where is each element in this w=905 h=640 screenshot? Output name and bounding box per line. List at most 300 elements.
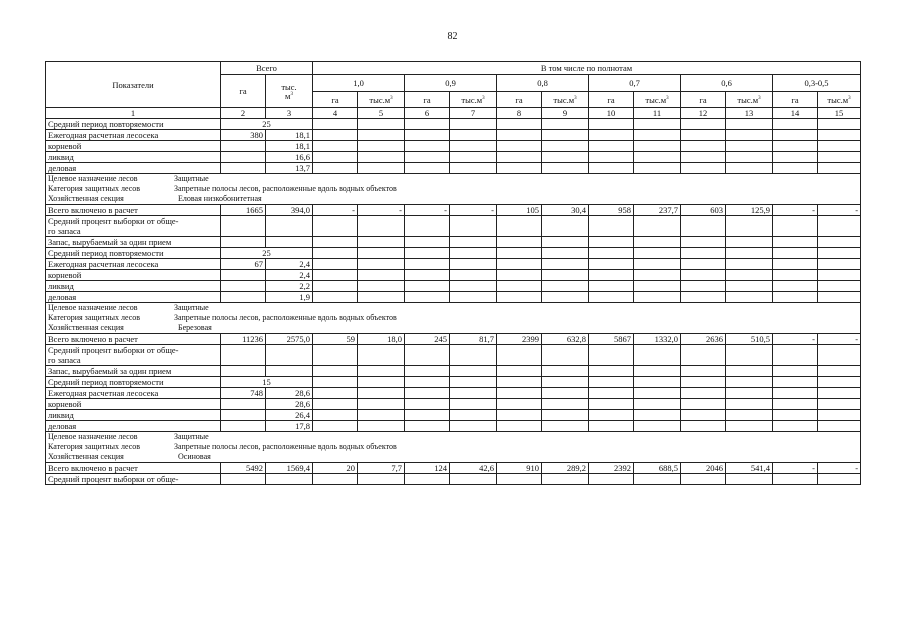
- cell-value: [681, 130, 726, 141]
- cell-value: [818, 141, 861, 152]
- cell-value: [818, 216, 861, 237]
- cell-value: [681, 163, 726, 174]
- column-number: 10: [589, 108, 634, 119]
- table-row: [46, 259, 861, 270]
- row-label: Всего включено в расчет: [46, 205, 221, 216]
- row-label: Ежегодная расчетная лесосека: [46, 388, 221, 399]
- cell-value: [405, 130, 450, 141]
- cell-value: [450, 216, 497, 237]
- cell-value: 748: [221, 388, 266, 399]
- cell-value: -: [313, 205, 358, 216]
- cell-value: [450, 399, 497, 410]
- cell-value: [497, 399, 542, 410]
- cell-value: -: [773, 463, 818, 474]
- table-row: [46, 281, 861, 292]
- cell-value: [681, 270, 726, 281]
- cell-value: [589, 421, 634, 432]
- cell-value: [726, 388, 773, 399]
- cell-value: [634, 141, 681, 152]
- header-density-5: 0,6: [681, 75, 773, 92]
- table-row: [46, 421, 861, 432]
- info-value: Запретные полосы лесов, расположенные вдоль водных объектов: [174, 184, 397, 193]
- cell-value: [681, 237, 726, 248]
- cell-value: [542, 270, 589, 281]
- allowable-cut-table: [45, 61, 861, 485]
- header-density-2: 0,9: [405, 75, 497, 92]
- page-number: 82: [447, 31, 458, 42]
- cell-value: [681, 259, 726, 270]
- cell-value: [358, 248, 405, 259]
- cell-value: [450, 474, 497, 485]
- column-number: 7: [450, 108, 497, 119]
- cell-value: [634, 130, 681, 141]
- cell-value: [313, 388, 358, 399]
- cell-value: -: [773, 334, 818, 345]
- cell-value: [634, 152, 681, 163]
- row-label: Средний процент выборки от обще-: [46, 474, 221, 485]
- cell-value: [726, 163, 773, 174]
- table-row: [46, 345, 861, 366]
- cell-value: 1332,0: [634, 334, 681, 345]
- info-key: Хозяйственная секция: [48, 452, 124, 461]
- cell-value: [266, 366, 313, 377]
- column-number: 4: [313, 108, 358, 119]
- cell-value: [542, 237, 589, 248]
- cell-value: [358, 366, 405, 377]
- cell-value: [589, 163, 634, 174]
- cell-value: [589, 141, 634, 152]
- cell-value: [313, 130, 358, 141]
- cell-value: [221, 237, 266, 248]
- row-label: ликвид: [46, 410, 221, 421]
- cell-value: [358, 163, 405, 174]
- cell-value: [589, 248, 634, 259]
- cell-value: 2392: [589, 463, 634, 474]
- cell-value: 67: [221, 259, 266, 270]
- cell-value: [773, 399, 818, 410]
- cell-value: [221, 421, 266, 432]
- cell-value: [634, 366, 681, 377]
- cell-value: 105: [497, 205, 542, 216]
- cell-value: [542, 259, 589, 270]
- column-number: 12: [681, 108, 726, 119]
- subheader-thous-m3: $тыс.м^3$: [542, 92, 589, 108]
- subheader-thous-m3: $тыс.м^3$: [634, 92, 681, 108]
- cell-value: [450, 292, 497, 303]
- cell-value: [542, 377, 589, 388]
- cell-value: [497, 130, 542, 141]
- row-label: ликвид: [46, 152, 221, 163]
- cell-value: [497, 237, 542, 248]
- cell-value: [726, 130, 773, 141]
- cell-value: [358, 141, 405, 152]
- cell-value: [589, 216, 634, 237]
- cell-value: [497, 152, 542, 163]
- cell-value: [773, 130, 818, 141]
- table-row: [46, 248, 861, 259]
- total-row: [46, 205, 861, 216]
- cell-value: -: [818, 205, 861, 216]
- cell-value: [313, 474, 358, 485]
- cell-value: [634, 248, 681, 259]
- cell-value: [726, 377, 773, 388]
- cell-value: 510,5: [726, 334, 773, 345]
- cell-value: [818, 474, 861, 485]
- cell-value: 11236: [221, 334, 266, 345]
- cell-value: [542, 281, 589, 292]
- cell-value: [313, 366, 358, 377]
- cell-value: [405, 216, 450, 237]
- row-label: корневой: [46, 270, 221, 281]
- table-row: [46, 292, 861, 303]
- info-line: [48, 174, 858, 184]
- row-label: Средний процент выборки от обще- го запаса: [46, 216, 221, 237]
- cell-value: [818, 345, 861, 366]
- cell-value: [726, 474, 773, 485]
- cell-value: [542, 399, 589, 410]
- cell-value: [497, 141, 542, 152]
- cell-value: [818, 292, 861, 303]
- section-info: [46, 174, 861, 205]
- cell-value: [542, 388, 589, 399]
- section-info: [46, 432, 861, 463]
- info-key: Хозяйственная секция: [48, 194, 124, 203]
- row-label: ликвид: [46, 281, 221, 292]
- cell-value: [221, 270, 266, 281]
- cell-value: [818, 163, 861, 174]
- info-value: Запретные полосы лесов, расположенные вдоль водных объектов: [174, 313, 397, 322]
- cell-value: 688,5: [634, 463, 681, 474]
- column-number: 15: [818, 108, 861, 119]
- cell-value: [773, 216, 818, 237]
- cell-value: [450, 388, 497, 399]
- cell-value: -: [405, 205, 450, 216]
- cell-value: [497, 474, 542, 485]
- column-number: 13: [726, 108, 773, 119]
- cell-value: [405, 163, 450, 174]
- cell-value: [221, 345, 266, 366]
- cell-value: [818, 152, 861, 163]
- cell-value: [818, 377, 861, 388]
- cell-value: [313, 152, 358, 163]
- table-row: [46, 399, 861, 410]
- info-line: [48, 184, 858, 194]
- cell-value: 2,4: [266, 270, 313, 281]
- column-number: 5: [358, 108, 405, 119]
- cell-value: [634, 281, 681, 292]
- cell-value: [681, 388, 726, 399]
- cell-value: 28,6: [266, 399, 313, 410]
- cell-value: [405, 270, 450, 281]
- cell-value: [313, 237, 358, 248]
- info-key: Категория защитных лесов: [48, 184, 141, 193]
- cell-value: [497, 270, 542, 281]
- header-indicators: Показатели: [46, 62, 221, 108]
- cell-value: [450, 141, 497, 152]
- row-label: Средний период повторяемости: [46, 248, 221, 259]
- cell-value: [634, 119, 681, 130]
- cell-value: [818, 388, 861, 399]
- cell-value: 237,7: [634, 205, 681, 216]
- cell-value: [450, 421, 497, 432]
- cell-value: [773, 237, 818, 248]
- cell-value: [266, 474, 313, 485]
- info-key: Категория защитных лесов: [48, 442, 141, 451]
- cell-value: [542, 474, 589, 485]
- cell-value: [681, 248, 726, 259]
- cell-value: [266, 345, 313, 366]
- subheader-ha: га: [497, 92, 542, 108]
- cell-value: 5492: [221, 463, 266, 474]
- cell-value: [773, 421, 818, 432]
- table-row: [46, 377, 861, 388]
- info-value: Еловая низкобонитетная: [178, 194, 262, 203]
- cell-value: [266, 237, 313, 248]
- subheader-ha: га: [405, 92, 450, 108]
- cell-value: 13,7: [266, 163, 313, 174]
- cell-value: [818, 248, 861, 259]
- cell-value: [358, 388, 405, 399]
- cell-value: [450, 345, 497, 366]
- cell-value: [818, 366, 861, 377]
- cell-value: [681, 421, 726, 432]
- cell-value: [818, 399, 861, 410]
- cell-value: [589, 270, 634, 281]
- column-number: 8: [497, 108, 542, 119]
- cell-value: 245: [405, 334, 450, 345]
- cell-value: 7,7: [358, 463, 405, 474]
- info-value: Осиновая: [178, 452, 211, 461]
- cell-value: [405, 152, 450, 163]
- header-density-group: В том числе по полнотам: [313, 62, 861, 75]
- cell-value: [405, 141, 450, 152]
- cell-value: [450, 163, 497, 174]
- table-row: [46, 163, 861, 174]
- cell-value: 42,6: [450, 463, 497, 474]
- cell-value: [497, 259, 542, 270]
- cell-value: [405, 474, 450, 485]
- cell-value: [542, 216, 589, 237]
- cell-value: [450, 248, 497, 259]
- cell-value: [634, 345, 681, 366]
- cell-value: [681, 366, 726, 377]
- cell-value: [773, 259, 818, 270]
- cell-value: 603: [681, 205, 726, 216]
- cell-value: [634, 270, 681, 281]
- row-label: корневой: [46, 399, 221, 410]
- cell-value: [313, 421, 358, 432]
- cell-value: [221, 281, 266, 292]
- cell-value: [405, 399, 450, 410]
- cell-value: [726, 216, 773, 237]
- table-row: [46, 237, 861, 248]
- row-label: Всего включено в расчет: [46, 463, 221, 474]
- cell-value: [450, 281, 497, 292]
- row-label: Запас, вырубаемый за один прием: [46, 366, 221, 377]
- cell-value: [726, 237, 773, 248]
- cell-value: [497, 377, 542, 388]
- header-density-4: 0,7: [589, 75, 681, 92]
- table-row: [46, 474, 861, 485]
- subheader-ha: га: [589, 92, 634, 108]
- cell-value: 2575,0: [266, 334, 313, 345]
- cell-value: [818, 130, 861, 141]
- cell-value: [405, 345, 450, 366]
- info-key: Целевое назначение лесов: [48, 174, 138, 183]
- cell-value: [405, 292, 450, 303]
- cell-value: [634, 163, 681, 174]
- info-value: Защитные: [174, 303, 209, 312]
- total-row: [46, 334, 861, 345]
- column-number: 14: [773, 108, 818, 119]
- cell-value: [497, 410, 542, 421]
- cell-value: 16,6: [266, 152, 313, 163]
- cell-value: 15: [221, 377, 313, 388]
- cell-value: [358, 421, 405, 432]
- cell-value: 394,0: [266, 205, 313, 216]
- cell-value: -: [450, 205, 497, 216]
- info-line: [48, 303, 858, 313]
- cell-value: [405, 421, 450, 432]
- cell-value: [681, 152, 726, 163]
- cell-value: [358, 130, 405, 141]
- cell-value: [313, 292, 358, 303]
- cell-value: [681, 377, 726, 388]
- subheader-ha: га: [773, 92, 818, 108]
- cell-value: [497, 366, 542, 377]
- section-info: [46, 303, 861, 334]
- cell-value: [450, 152, 497, 163]
- cell-value: [818, 281, 861, 292]
- cell-value: [405, 237, 450, 248]
- cell-value: 20: [313, 463, 358, 474]
- cell-value: [358, 270, 405, 281]
- cell-value: [726, 270, 773, 281]
- cell-value: 2046: [681, 463, 726, 474]
- cell-value: [726, 410, 773, 421]
- cell-value: [773, 119, 818, 130]
- cell-value: [589, 130, 634, 141]
- cell-value: [773, 141, 818, 152]
- cell-value: [726, 259, 773, 270]
- cell-value: 2,4: [266, 259, 313, 270]
- cell-value: [542, 163, 589, 174]
- cell-value: [358, 216, 405, 237]
- cell-value: [726, 345, 773, 366]
- cell-value: 2636: [681, 334, 726, 345]
- column-number: 3: [266, 108, 313, 119]
- cell-value: [681, 119, 726, 130]
- cell-value: [634, 259, 681, 270]
- column-number: 9: [542, 108, 589, 119]
- info-line: [48, 313, 858, 323]
- cell-value: [773, 281, 818, 292]
- cell-value: [634, 216, 681, 237]
- cell-value: [773, 163, 818, 174]
- cell-value: [497, 281, 542, 292]
- row-label: Средний период повторяемости: [46, 119, 221, 130]
- info-key: Целевое назначение лесов: [48, 432, 138, 441]
- cell-value: [358, 119, 405, 130]
- cell-value: [221, 292, 266, 303]
- info-value: Запретные полосы лесов, расположенные вдоль водных объектов: [174, 442, 397, 451]
- row-label: Запас, вырубаемый за один прием: [46, 237, 221, 248]
- cell-value: [773, 410, 818, 421]
- cell-value: [773, 366, 818, 377]
- info-value: Защитные: [174, 174, 209, 183]
- cell-value: 25: [221, 248, 313, 259]
- header-density-3: 0,8: [497, 75, 589, 92]
- cell-value: 2399: [497, 334, 542, 345]
- cell-value: 124: [405, 463, 450, 474]
- subheader-thous-m3: $тыс.м^3$: [358, 92, 405, 108]
- cell-value: 958: [589, 205, 634, 216]
- header-density-6: 0,3-0,5: [773, 75, 861, 92]
- cell-value: [221, 141, 266, 152]
- cell-value: 26,4: [266, 410, 313, 421]
- row-label: деловая: [46, 292, 221, 303]
- cell-value: [405, 377, 450, 388]
- info-line: [48, 452, 858, 462]
- cell-value: [450, 270, 497, 281]
- cell-value: [773, 152, 818, 163]
- cell-value: 18,0: [358, 334, 405, 345]
- cell-value: [313, 377, 358, 388]
- cell-value: [681, 141, 726, 152]
- cell-value: [450, 377, 497, 388]
- cell-value: [221, 152, 266, 163]
- cell-value: 2,2: [266, 281, 313, 292]
- cell-value: [497, 216, 542, 237]
- cell-value: [221, 163, 266, 174]
- cell-value: [589, 399, 634, 410]
- cell-value: [589, 366, 634, 377]
- table-row: [46, 366, 861, 377]
- cell-value: [726, 141, 773, 152]
- cell-value: [726, 292, 773, 303]
- cell-value: [358, 259, 405, 270]
- cell-value: [681, 399, 726, 410]
- cell-value: [497, 163, 542, 174]
- cell-value: [726, 366, 773, 377]
- header-density-1: 1,0: [313, 75, 405, 92]
- cell-value: 289,2: [542, 463, 589, 474]
- cell-value: 81,7: [450, 334, 497, 345]
- cell-value: [818, 421, 861, 432]
- cell-value: [221, 399, 266, 410]
- cell-value: [358, 474, 405, 485]
- subheader-ha: га: [681, 92, 726, 108]
- cell-value: [773, 248, 818, 259]
- cell-value: 18,1: [266, 130, 313, 141]
- cell-value: [221, 474, 266, 485]
- subheader-ha: га: [313, 92, 358, 108]
- cell-value: [358, 377, 405, 388]
- cell-value: 541,4: [726, 463, 773, 474]
- cell-value: [313, 216, 358, 237]
- row-label: деловая: [46, 163, 221, 174]
- cell-value: 380: [221, 130, 266, 141]
- info-key: Хозяйственная секция: [48, 323, 124, 332]
- cell-value: [358, 410, 405, 421]
- cell-value: 59: [313, 334, 358, 345]
- cell-value: [681, 474, 726, 485]
- cell-value: [589, 119, 634, 130]
- cell-value: [450, 410, 497, 421]
- cell-value: 1569,4: [266, 463, 313, 474]
- cell-value: [313, 399, 358, 410]
- row-label: Ежегодная расчетная лесосека: [46, 259, 221, 270]
